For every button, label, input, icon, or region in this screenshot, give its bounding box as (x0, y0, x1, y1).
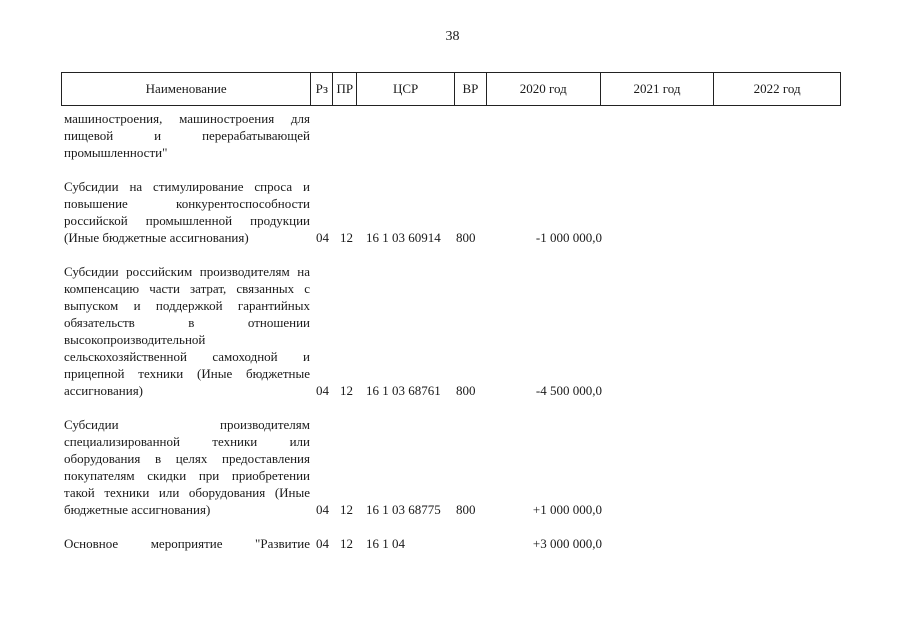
table-row (64, 110, 844, 161)
row-rz: 04 (316, 230, 329, 245)
row-name: Субсидии производителям специализированной техники или оборудования в целях предоставления покупателям скидки при приобретении такой техники или оборудования (Иные бюджетные ассигнования) (64, 417, 310, 517)
row-name: Субсидии на стимулирование спроса и повышение конкурентоспособности российской промышленной продукции (Иные бюджетные ассигнования) (64, 179, 310, 245)
table-row (64, 263, 844, 399)
row-vr: 800 (456, 230, 476, 245)
row-rz: 04 (316, 536, 329, 551)
header-2022: 2022 год (753, 81, 801, 96)
row-rz: 04 (316, 502, 329, 517)
row-rz: 04 (316, 383, 329, 398)
row-name: Основное мероприятие "Развитие (64, 536, 310, 551)
table-row (64, 178, 844, 246)
row-vr: 800 (456, 502, 476, 517)
header-csr: ЦСР (357, 73, 455, 105)
row-2020: +1 000 000,0 (532, 502, 602, 517)
table-body (64, 110, 844, 569)
row-pr: 12 (340, 536, 353, 551)
row-csr: 16 1 03 68761 (366, 383, 441, 398)
row-2020: -1 000 000,0 (535, 230, 602, 245)
row-csr: 16 1 04 (366, 536, 405, 551)
table-header (61, 72, 841, 106)
row-2020: +3 000 000,0 (532, 536, 602, 551)
page-number: 38 (445, 29, 460, 44)
header-2020: 2020 год (487, 73, 601, 105)
header-rz: Рз (311, 73, 333, 105)
header-vr: ВР (455, 73, 487, 105)
header-2021: 2021 год (601, 73, 715, 105)
row-pr: 12 (340, 502, 353, 517)
row-pr: 12 (340, 383, 353, 398)
row-vr: 800 (456, 383, 476, 398)
row-name: машиностроения, машиностроения для пищевой и перерабатывающей промышленности" (64, 111, 310, 160)
row-pr: 12 (340, 230, 353, 245)
table-row (64, 416, 844, 518)
row-name: Субсидии российским производителям на компенсацию части затрат, связанных с выпуском и поддержкой гарантийных обязательств в отношении высокопроизводительной сельскохозяйственной самоходной и прицепной техники (Иные бюджетные ассигнования) (64, 264, 310, 398)
header-pr: ПР (333, 73, 357, 105)
row-csr: 16 1 03 60914 (366, 230, 441, 245)
row-csr: 16 1 03 68775 (366, 502, 441, 517)
row-2020: -4 500 000,0 (535, 383, 602, 398)
table-row (64, 535, 844, 552)
header-name: Наименование (62, 73, 311, 105)
